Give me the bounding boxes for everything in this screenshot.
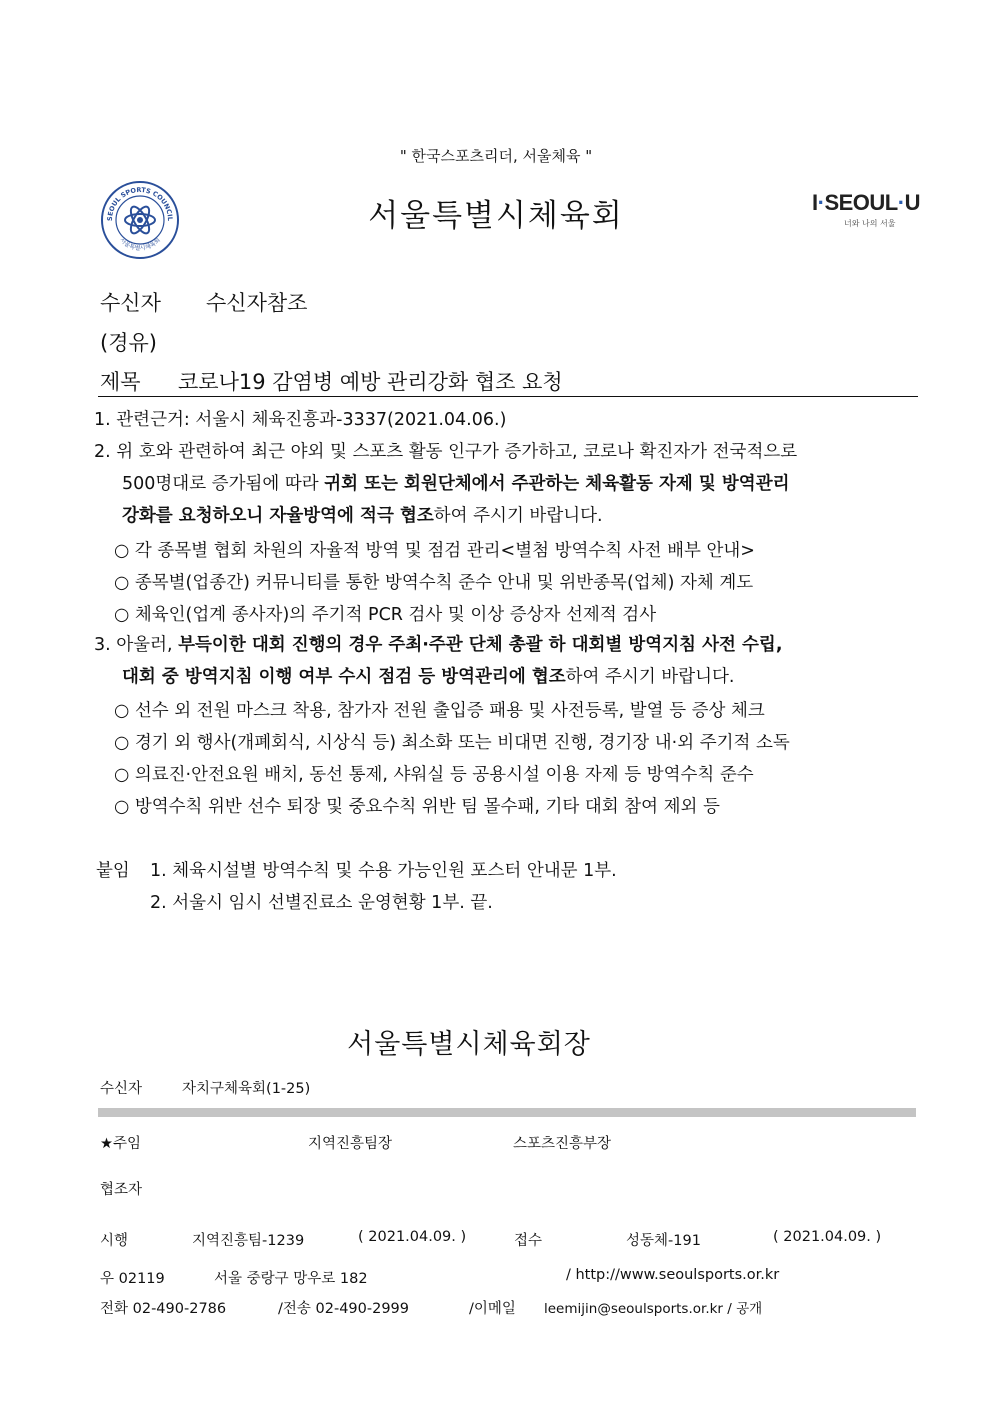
body-item-1: 1. 관련근거: 서울시 체육진흥과-3337(2021.04.06.) [94, 410, 507, 430]
svg-text:SEOUL SPORTS COUNCIL: SEOUL SPORTS COUNCIL [105, 185, 175, 222]
enforce-label: 시행 [100, 1233, 129, 1249]
footer-recipient-label: 수신자 [100, 1081, 143, 1097]
zip-code: 우 02119 [100, 1271, 165, 1287]
receive-number: 성동체-191 [626, 1233, 701, 1249]
recipient-row [100, 287, 307, 317]
attachment-label: 붙임 [96, 861, 130, 881]
receive-date: ( 2021.04.09. ) [773, 1229, 882, 1245]
emphasis-text: 강화를 요청하오니 자율방역에 적극 협조 [122, 506, 434, 526]
bullet-item: ○ 경기 외 행사(개폐회식, 시상식 등) 최소화 또는 비대면 진행, 경기장 내·외 주기적 소독 [114, 733, 790, 753]
bullet-item: ○ 각 종목별 협회 차원의 자율적 방역 및 점검 관리<별첨 방역수칙 사전 배부 안내> [114, 541, 755, 561]
subject-row [100, 366, 563, 396]
attachment-item: 1. 체육시설별 방역수칙 및 수용 가능인원 포스터 안내문 1부. [150, 861, 617, 881]
emphasis-text: 귀회 또는 회원단체에서 주관하는 체육활동 자제 및 방역관리 [324, 474, 790, 494]
slogan: " 한국스포츠리더, 서울체육 " [399, 147, 593, 165]
body-item-2-line-1: 2. 위 호와 관련하여 최근 야외 및 스포츠 활동 인구가 증가하고, 코로나 확진자가 전국적으로 [94, 442, 798, 462]
via-label: (경유) [100, 331, 157, 355]
body-item-2-line-2: 500명대로 증가됨에 따라 귀회 또는 회원단체에서 주관하는 체육활동 자제 및 방역관리 [122, 474, 790, 494]
website-link[interactable]: / http://www.seoulsports.or.kr [566, 1267, 780, 1283]
enforce-number: 지역진흥팀-1239 [192, 1233, 305, 1249]
recipient-value: 수신자참조 [206, 291, 308, 315]
via-row [100, 327, 157, 357]
subject-divider [98, 396, 918, 397]
emphasis-text: 대회 중 방역지침 이행 여부 수시 점검 등 방역관리에 협조 [122, 667, 566, 687]
organization-title: 서울특별시체육회 [368, 198, 624, 234]
emphasis-text: 부득이한 대회 진행의 경우 주최·주관 단체 총괄 하 대회별 방역지침 사전 수립, [178, 635, 783, 655]
bullet-item: ○ 종목별(업종간) 커뮤니티를 통한 방역수칙 준수 안내 및 위반종목(업체) 자체 계도 [114, 573, 754, 593]
footer-divider [98, 1108, 916, 1117]
bullet-item: ○ 선수 외 전원 마스크 착용, 참가자 전원 출입증 패용 및 사전등록, 발열 등 증상 체크 [114, 701, 765, 721]
bullet-item: ○ 방역수칙 위반 선수 퇴장 및 중요수칙 위반 팀 몰수패, 기타 대회 참여 제외 등 [114, 797, 720, 817]
body-item-3-line-1: 3. 아울러, 부득이한 대회 진행의 경우 주최·주관 단체 총괄 하 대회별 방역지침 사전 수립, [94, 635, 783, 655]
signature-title: 서울특별시체육회장 [347, 1029, 591, 1060]
brand-logo-text: I·SEOUL·U [812, 190, 920, 215]
phone: 전화 02-490-2786 [100, 1301, 227, 1317]
approver-team-lead: 지역진흥팀장 [308, 1136, 393, 1152]
brand-tagline: 너와 나의 서울 [844, 219, 896, 228]
approver-lead: ★주임 [100, 1136, 142, 1152]
fax: /전송 02-490-2999 [278, 1301, 410, 1317]
bullet-item: ○ 체육인(업계 종사자)의 주기적 PCR 검사 및 이상 증상자 선제적 검사 [114, 605, 657, 625]
enforce-date: ( 2021.04.09. ) [358, 1229, 467, 1245]
approver-dept-head: 스포츠진흥부장 [513, 1136, 612, 1152]
cooperator-label: 협조자 [100, 1182, 143, 1198]
footer-recipient-value: 자치구체육회(1-25) [182, 1081, 311, 1097]
address: 서울 중랑구 망우로 182 [214, 1271, 368, 1287]
body-item-2-line-3: 강화를 요청하오니 자율방역에 적극 협조하여 주시기 바랍니다. [122, 506, 603, 526]
recipient-label: 수신자 [100, 291, 161, 315]
subject-label: 제목 [100, 370, 141, 394]
svg-text:서울특별시체육회: 서울특별시체육회 [118, 236, 162, 253]
bullet-item: ○ 의료진·안전요원 배치, 동선 통제, 샤워실 등 공용시설 이용 자제 등 방역수칙 준수 [114, 765, 754, 785]
body-item-3-line-2: 대회 중 방역지침 이행 여부 수시 점검 등 방역관리에 협조하여 주시기 바랍니다. [122, 667, 735, 687]
receive-label: 접수 [514, 1233, 543, 1249]
attachment-item: 2. 서울시 임시 선별진료소 운영현황 1부. 끝. [150, 893, 493, 913]
subject-value: 코로나19 감염병 예방 관리강화 협조 요청 [178, 370, 563, 394]
email-link[interactable]: leemijin@seoulsports.or.kr / 공개 [544, 1301, 763, 1317]
email-label: /이메일 [469, 1301, 516, 1317]
i-seoul-u-logo [812, 190, 922, 229]
